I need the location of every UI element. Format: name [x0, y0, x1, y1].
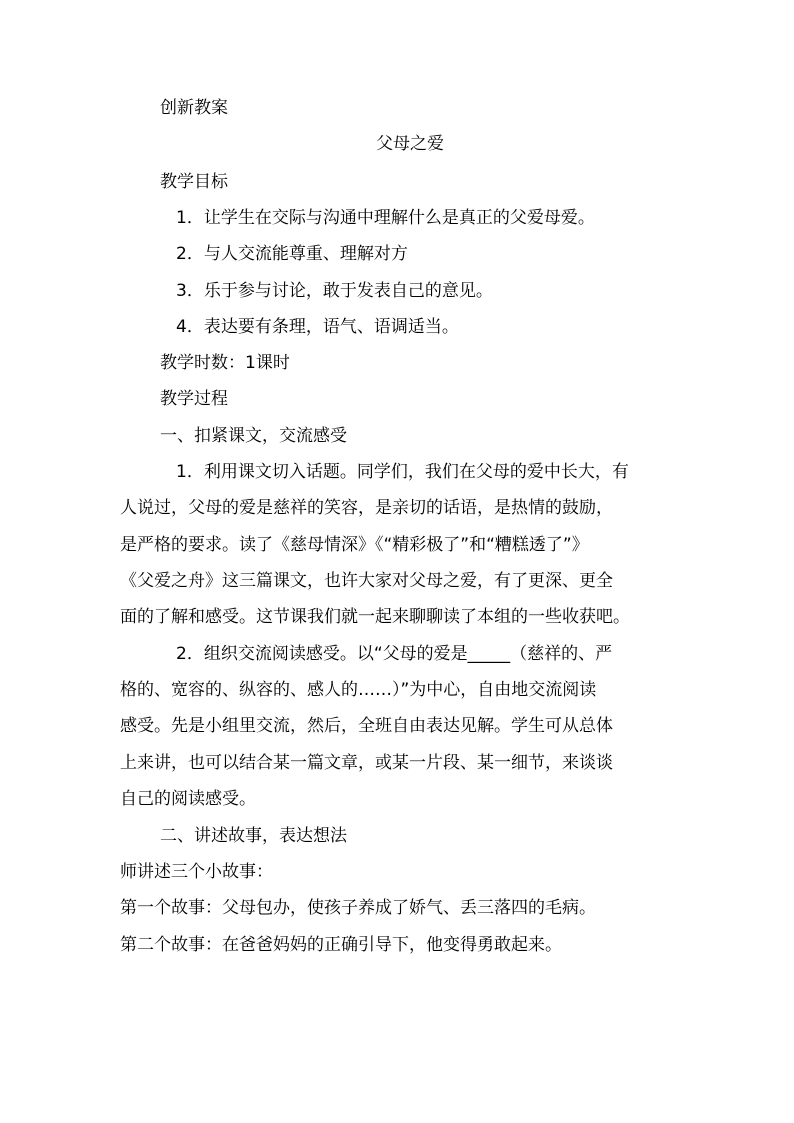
stories-intro: 师讲述三个小故事： [120, 862, 273, 882]
paragraph-line: 上来讲，也可以结合某一篇文章，或某一片段、某一细节，来谈谈 [120, 753, 613, 773]
story-line: 第一个故事：父母包办，使孩子养成了娇气、丢三落四的毛病。 [120, 898, 596, 918]
section1-heading: 一、扣紧课文，交流感受 [160, 426, 347, 446]
objective-item: 1．让学生在交际与沟通中理解什么是真正的父爱母爱。 [176, 208, 595, 228]
objective-item: 2．与人交流能尊重、理解对方 [176, 244, 408, 264]
paragraph-line: 人说过，父母的爱是慈祥的笑容，是亲切的话语，是热情的鼓励， [120, 498, 613, 518]
paragraph-line: 《父爱之舟》这三篇课文，也许大家对父母之爱，有了更深、更全 [120, 571, 613, 591]
paragraph-line: 格的、宽容的、纵容的、感人的……）”为中心，自由地交流阅读 [120, 680, 597, 700]
paragraph-line: 是严格的要求。读了《慈母情深》《“精彩极了”和“糟糕透了”》 [120, 535, 589, 555]
story-line: 第二个故事：在爸爸妈妈的正确引导下，他变得勇敢起来。 [120, 935, 562, 955]
paragraph-line: 自己的阅读感受。 [120, 789, 256, 809]
section2-heading: 二、讲述故事，表达想法 [160, 826, 347, 846]
paragraph-line: 感受。先是小组里交流，然后，全班自由表达见解。学生可从总体 [120, 716, 613, 736]
paragraph-line: 面的了解和感受。这节课我们就一起来聊聊读了本组的一些收获吧。 [120, 607, 630, 627]
objective-item: 3．乐于参与讨论，敢于发表自己的意见。 [176, 281, 493, 301]
paragraph-line: 2．组织交流阅读感受。以“父母的爱是_____（慈祥的、严 [176, 644, 613, 664]
paragraph-line: 1．利用课文切入话题。同学们，我们在父母的爱中长大，有 [176, 462, 629, 482]
doc-title: 父母之爱 [376, 134, 444, 154]
teaching-hours: 教学时数：1课时 [160, 353, 290, 373]
objective-item: 4．表达要有条理，语气、语调适当。 [176, 317, 459, 337]
doc-header: 创新教案 [160, 98, 228, 118]
process-heading: 教学过程 [160, 389, 228, 409]
objectives-heading: 教学目标 [160, 172, 228, 192]
